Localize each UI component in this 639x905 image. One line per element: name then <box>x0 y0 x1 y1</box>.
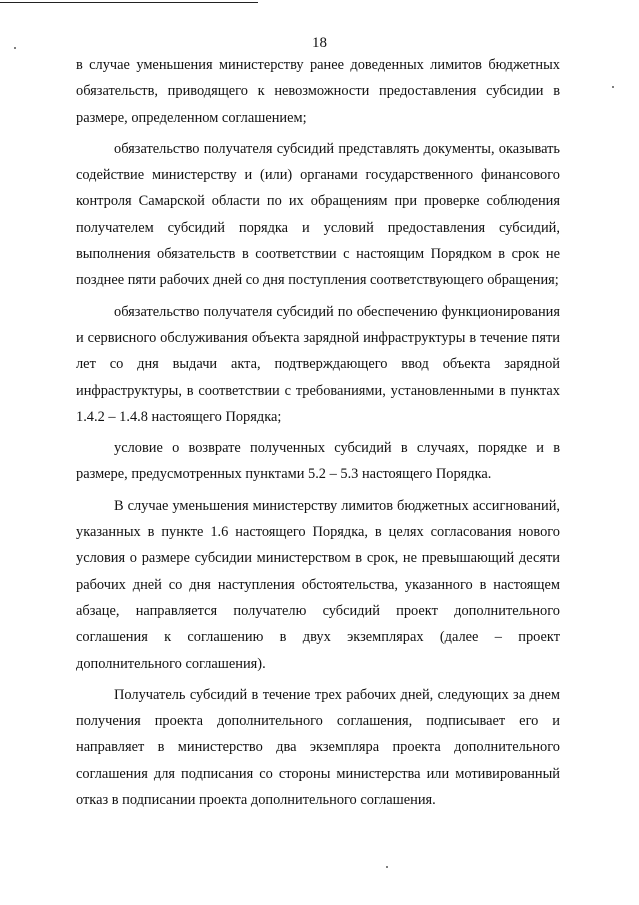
paragraph: условие о возврате полученных субсидий в случаях, порядке и в размере, предусмотренных пунктами 5.2 – 5.3 настоящего Порядка. <box>76 440 560 483</box>
page-number: 18 <box>312 35 327 51</box>
paragraph: в случае уменьшения министерству ранее доведенных лимитов бюджетных обязательств, приводящего к невозможности предоставления субсидии в размере, определенном соглашением; <box>76 57 560 126</box>
document-body <box>76 52 560 813</box>
scan-speck <box>612 86 614 88</box>
paragraph: Получатель субсидий в течение трех рабочих дней, следующих за днем получения проекта дополнительного соглашения, подписывает его и направляет в министерство два экземпляра проекта дополнительного соглашения для подписания со стороны министерства или мотивированный отказ в подписании проекта дополнительного соглашения. <box>76 686 560 809</box>
paragraph: обязательство получателя субсидий представлять документы, оказывать содействие министерству и (или) органами государственного финансового контроля Самарской области по их обращениям при проверке соблюдения получателем субсидий порядка и условий предоставления субсидий, выполнения обязательств в соответствии с настоящим Порядком в срок не позднее пяти рабочих дней со дня поступления соответствующего обращения; <box>76 140 560 289</box>
paragraph: обязательство получателя субсидий по обеспечению функционирования и сервисного обслуживания объекта зарядной инфраструктуры в течение пяти лет со дня выдачи акта, подтверждающего ввод объекта зарядной инфраструктуры, в соответствии с требованиями, установленными в пунктах 1.4.2 – 1.4.8 настоящего Порядка; <box>76 303 560 425</box>
paragraph: В случае уменьшения министерству лимитов бюджетных ассигнований, указанных в пункте 1.6 настоящего Порядка, в целях согласования нового условия о размере субсидии министерством в срок, не превышающий десяти рабочих дней со дня наступления обстоятельства, указанного в настоящем абзаце, направляется получателю субсидий проект дополнительного соглашения к соглашению в двух экземплярах (далее – проект дополнительного соглашения). <box>76 497 560 672</box>
scan-edge-line <box>0 2 258 3</box>
scan-speck <box>386 866 388 868</box>
